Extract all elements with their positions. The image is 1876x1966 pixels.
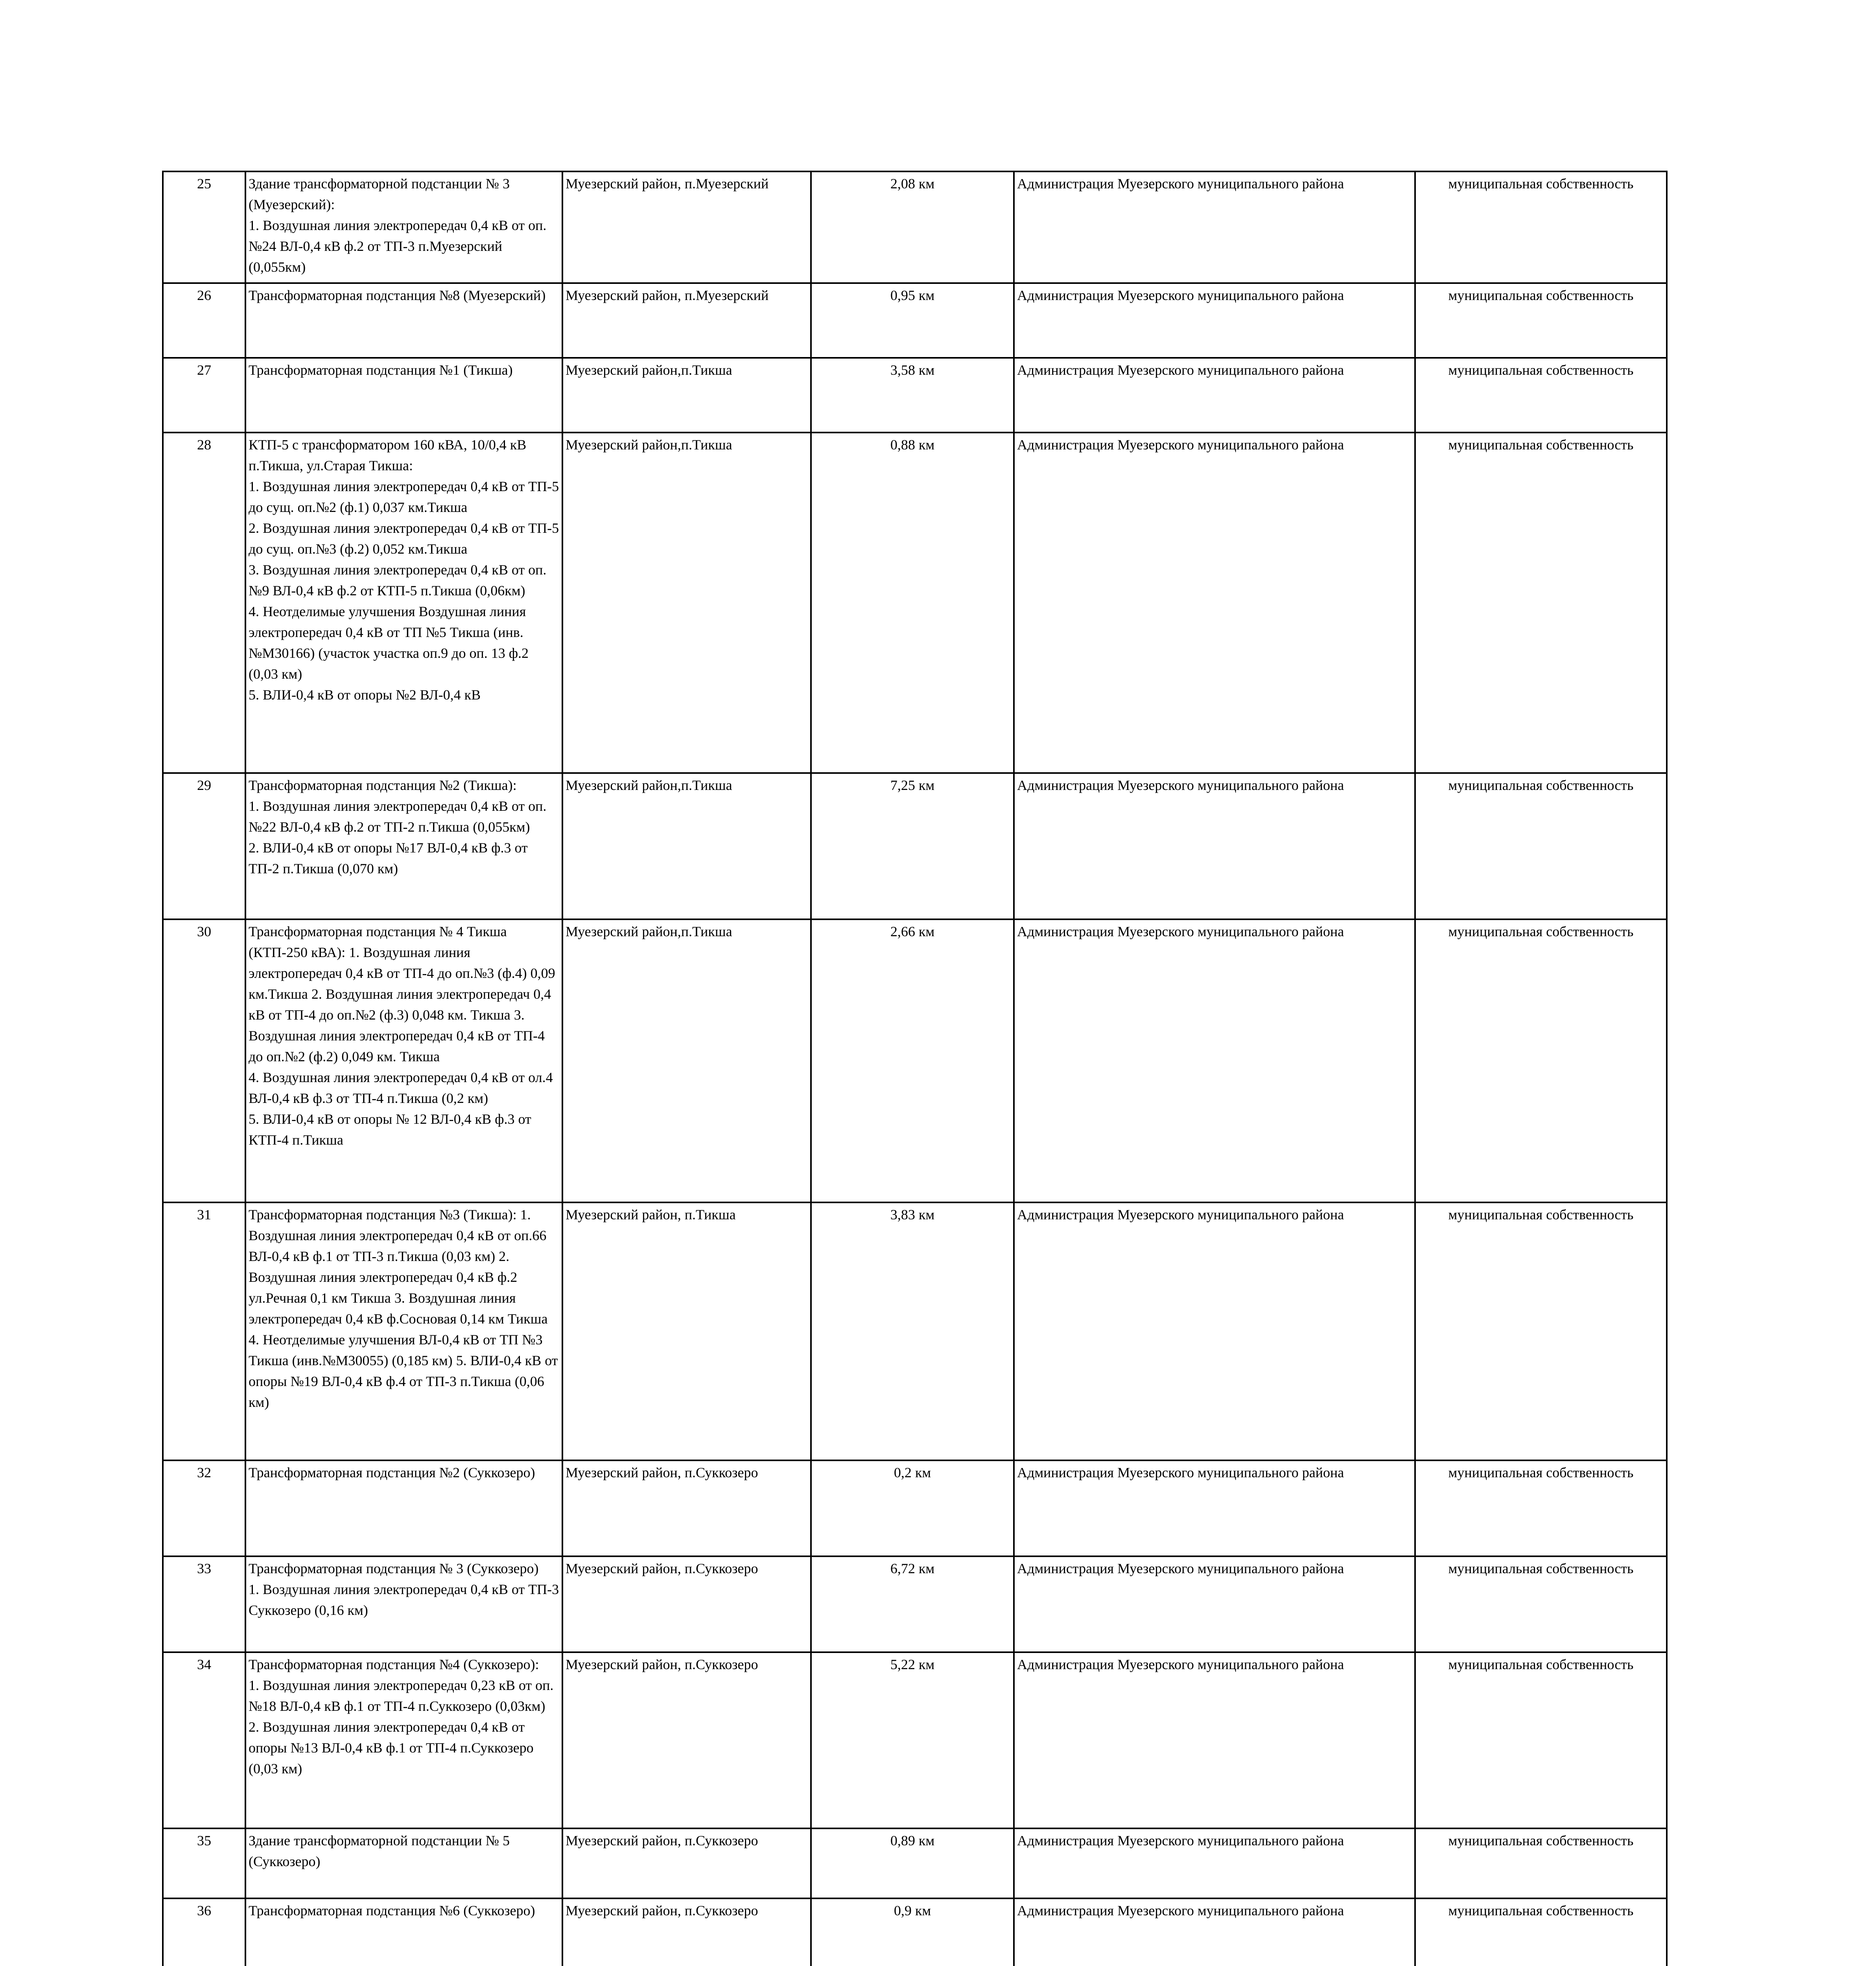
object-description: Трансформаторная подстанция № 4 Тикша (КТП-250 кВА): 1. Воздушная линия электропередач 0,4 кВ от ТП-4 до оп.№3 (ф.4) 0,09 км.Тикша 2. Воздушная линия электропередач 0,4 кВ от ТП-4 до оп.№2 (ф.3) 0,048 км. Тикша 3. Воздушная линия электропередач 0,4 кВ от ТП-4 до оп.№2 (ф.2) 0,049 км. Тикша 4. Воздушная линия электропередач 0,4 кВ от ол.4 ВЛ-0,4 кВ ф.3 от ТП-4 п.Тикша (0,2 км) 5. ВЛИ-0,4 кВ от опоры № 12 ВЛ-0,4 кВ ф.3 от КТП-4 п.Тикша — [245, 919, 562, 1202]
row-number: 32 — [163, 1460, 245, 1556]
object-location: Муезерский район, п.Муезерский — [562, 171, 811, 283]
rights-holder: Администрация Муезерского муниципального района — [1014, 171, 1415, 283]
table-body — [163, 171, 1667, 1966]
table-row — [163, 171, 1667, 283]
ownership-type: муниципальная собственность — [1415, 283, 1667, 358]
table-row — [163, 1202, 1667, 1460]
ownership-type: муниципальная собственность — [1415, 773, 1667, 919]
ownership-type: муниципальная собственность — [1415, 358, 1667, 433]
object-length: 2,66 км — [811, 919, 1014, 1202]
row-number: 35 — [163, 1828, 245, 1898]
row-number: 26 — [163, 283, 245, 358]
object-description: Здание трансформаторной подстанции № 5 (Суккозеро) — [245, 1828, 562, 1898]
row-number: 31 — [163, 1202, 245, 1460]
object-description: Трансформаторная подстанция № 3 (Суккозеро) 1. Воздушная линия электропередач 0,4 кВ от ТП-3 Суккозеро (0,16 км) — [245, 1556, 562, 1652]
table-row — [163, 358, 1667, 433]
object-location: Муезерский район,п.Тикша — [562, 358, 811, 433]
object-location: Муезерский район, п.Суккозеро — [562, 1898, 811, 1966]
row-number: 30 — [163, 919, 245, 1202]
ownership-type: муниципальная собственность — [1415, 1202, 1667, 1460]
row-number: 25 — [163, 171, 245, 283]
object-description: Трансформаторная подстанция №2 (Суккозеро) — [245, 1460, 562, 1556]
table-row — [163, 773, 1667, 919]
rights-holder: Администрация Муезерского муниципального района — [1014, 1828, 1415, 1898]
object-description: Трансформаторная подстанция №2 (Тикша): 1. Воздушная линия электропередач 0,4 кВ от оп.№22 ВЛ-0,4 кВ ф.2 от ТП-2 п.Тикша (0,055км) 2. ВЛИ-0,4 кВ от опоры №17 ВЛ-0,4 кВ ф.3 от ТП-2 п.Тикша (0,070 км) — [245, 773, 562, 919]
object-length: 3,83 км — [811, 1202, 1014, 1460]
object-location: Муезерский район, п.Тикша — [562, 1202, 811, 1460]
table-row — [163, 283, 1667, 358]
ownership-type: муниципальная собственность — [1415, 919, 1667, 1202]
object-description: Здание трансформаторной подстанции № 3 (Муезерский): 1. Воздушная линия электропередач 0,4 кВ от оп.№24 ВЛ-0,4 кВ ф.2 от ТП-3 п.Муезерский (0,055км) — [245, 171, 562, 283]
object-location: Муезерский район, п.Суккозеро — [562, 1556, 811, 1652]
object-location: Муезерский район,п.Тикша — [562, 773, 811, 919]
object-length: 6,72 км — [811, 1556, 1014, 1652]
object-length: 5,22 км — [811, 1652, 1014, 1828]
row-number: 28 — [163, 433, 245, 773]
object-description: КТП-5 с трансформатором 160 кВА, 10/0,4 кВ п.Тикша, ул.Старая Тикша: 1. Воздушная линия электропередач 0,4 кВ от ТП-5 до сущ. оп.№2 (ф.1) 0,037 км.Тикша 2. Воздушная линия электропередач 0,4 кВ от ТП-5 до сущ. оп.№3 (ф.2) 0,052 км.Тикша 3. Воздушная линия электропередач 0,4 кВ от оп.№9 ВЛ-0,4 кВ ф.2 от КТП-5 п.Тикша (0,06км) 4. Неотделимые улучшения Воздушная линия электропередач 0,4 кВ от ТП №5 Тикша (инв.№М30166) (участок участка оп.9 до оп. 13 ф.2 (0,03 км) 5. ВЛИ-0,4 кВ от опоры №2 ВЛ-0,4 кВ — [245, 433, 562, 773]
row-number: 34 — [163, 1652, 245, 1828]
ownership-type: муниципальная собственность — [1415, 1460, 1667, 1556]
rights-holder: Администрация Муезерского муниципального района — [1014, 1652, 1415, 1828]
object-location: Муезерский район, п.Суккозеро — [562, 1828, 811, 1898]
table-row — [163, 1898, 1667, 1966]
rights-holder: Администрация Муезерского муниципального района — [1014, 1898, 1415, 1966]
table-row — [163, 1828, 1667, 1898]
object-length: 0,95 км — [811, 283, 1014, 358]
object-description: Трансформаторная подстанция №3 (Тикша): 1. Воздушная линия электропередач 0,4 кВ от оп.66 ВЛ-0,4 кВ ф.1 от ТП-3 п.Тикша (0,03 км) 2. Воздушная линия электропередач 0,4 кВ ф.2 ул.Речная 0,1 км Тикша 3. Воздушная линия электропередач 0,4 кВ ф.Сосновая 0,14 км Тикша 4. Неотделимые улучшения ВЛ-0,4 кВ от ТП №3 Тикша (инв.№М30055) (0,185 км) 5. ВЛИ-0,4 кВ от опоры №19 ВЛ-0,4 кВ ф.4 от ТП-3 п.Тикша (0,06 км) — [245, 1202, 562, 1460]
object-location: Муезерский район, п.Суккозеро — [562, 1652, 811, 1828]
ownership-type: муниципальная собственность — [1415, 1556, 1667, 1652]
rights-holder: Администрация Муезерского муниципального района — [1014, 1460, 1415, 1556]
object-location: Муезерский район,п.Тикша — [562, 433, 811, 773]
row-number: 33 — [163, 1556, 245, 1652]
object-length: 2,08 км — [811, 171, 1014, 283]
ownership-type: муниципальная собственность — [1415, 1898, 1667, 1966]
row-number: 27 — [163, 358, 245, 433]
object-length: 0,9 км — [811, 1898, 1014, 1966]
rights-holder: Администрация Муезерского муниципального района — [1014, 433, 1415, 773]
rights-holder: Администрация Муезерского муниципального района — [1014, 358, 1415, 433]
rights-holder: Администрация Муезерского муниципального района — [1014, 1202, 1415, 1460]
object-location: Муезерский район,п.Тикша — [562, 919, 811, 1202]
table-row — [163, 433, 1667, 773]
object-length: 0,88 км — [811, 433, 1014, 773]
row-number: 29 — [163, 773, 245, 919]
rights-holder: Администрация Муезерского муниципального района — [1014, 773, 1415, 919]
object-length: 7,25 км — [811, 773, 1014, 919]
ownership-type: муниципальная собственность — [1415, 1652, 1667, 1828]
table-row — [163, 1652, 1667, 1828]
object-length: 3,58 км — [811, 358, 1014, 433]
object-location: Муезерский район, п.Суккозеро — [562, 1460, 811, 1556]
object-description: Трансформаторная подстанция №6 (Суккозеро) — [245, 1898, 562, 1966]
object-description: Трансформаторная подстанция №8 (Муезерский) — [245, 283, 562, 358]
object-description: Трансформаторная подстанция №1 (Тикша) — [245, 358, 562, 433]
rights-holder: Администрация Муезерского муниципального района — [1014, 1556, 1415, 1652]
table-row — [163, 1556, 1667, 1652]
object-length: 0,89 км — [811, 1828, 1014, 1898]
ownership-type: муниципальная собственность — [1415, 1828, 1667, 1898]
object-location: Муезерский район, п.Муезерский — [562, 283, 811, 358]
table-row — [163, 919, 1667, 1202]
rights-holder: Администрация Муезерского муниципального района — [1014, 919, 1415, 1202]
ownership-type: муниципальная собственность — [1415, 171, 1667, 283]
table-row — [163, 1460, 1667, 1556]
object-description: Трансформаторная подстанция №4 (Суккозеро): 1. Воздушная линия электропередач 0,23 кВ от оп.№18 ВЛ-0,4 кВ ф.1 от ТП-4 п.Суккозеро (0,03км) 2. Воздушная линия электропередач 0,4 кВ от опоры №13 ВЛ-0,4 кВ ф.1 от ТП-4 п.Суккозеро (0,03 км) — [245, 1652, 562, 1828]
rights-holder: Администрация Муезерского муниципального района — [1014, 283, 1415, 358]
property-table — [162, 171, 1668, 1966]
row-number: 36 — [163, 1898, 245, 1966]
ownership-type: муниципальная собственность — [1415, 433, 1667, 773]
object-length: 0,2 км — [811, 1460, 1014, 1556]
